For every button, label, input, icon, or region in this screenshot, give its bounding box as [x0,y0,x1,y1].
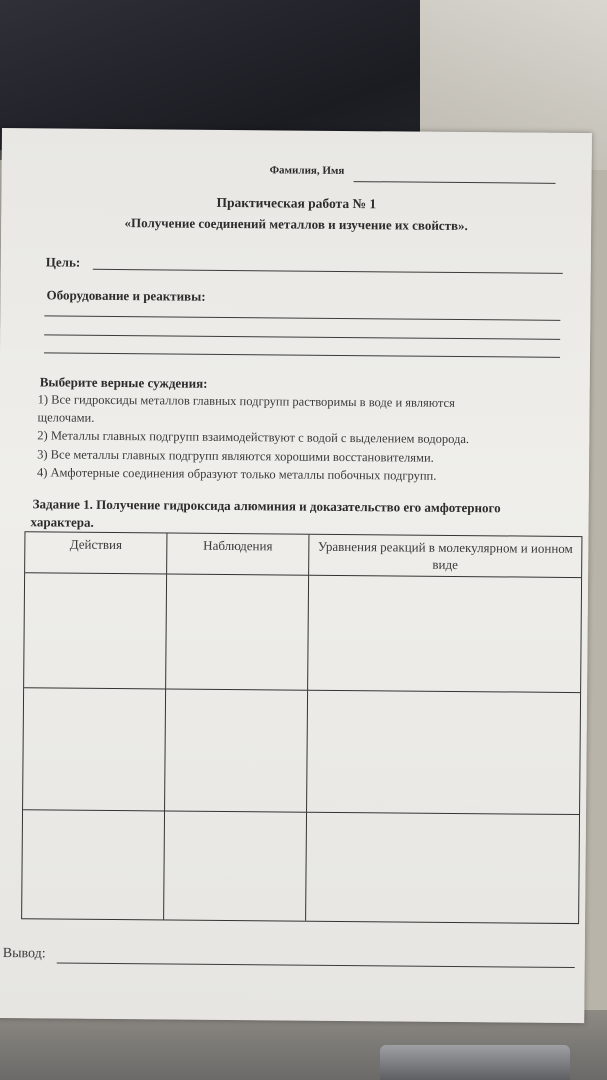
table-cell[interactable] [24,573,167,689]
table-cell[interactable] [306,813,579,923]
equipment-label: Оборудование и реактивы: [46,287,206,304]
statement-item: 4) Амфотерные соединения образуют только металлы побочных подгрупп. [36,465,437,483]
equipment-field-line[interactable] [44,352,560,358]
statement-item: 1) Все гидроксиды металлов главных подгрупп растворимы в воде и являются [37,392,455,410]
statements-heading: Выберите верные суждения: [39,374,208,391]
conclusion-label: Вывод: [2,946,46,962]
table-cell[interactable] [22,810,165,919]
name-field-line[interactable] [354,181,556,184]
page-title: Практическая работа № 1 [216,194,377,212]
table-cell[interactable] [23,688,166,811]
goal-label: Цель: [45,254,81,270]
statement-item: щелочами. [37,410,95,425]
table-cell[interactable] [164,811,307,920]
statement-item: 3) Все металлы главных подгрупп являются хорошими восстановителями. [37,447,434,465]
statement-item: 2) Металлы главных подгрупп взаимодействуют с водой с выделением водорода. [37,428,470,447]
task-title: Задание 1. Получение гидроксида алюминия и доказательство его амфотерного [32,496,501,516]
conclusion-field-line[interactable] [57,963,575,969]
task-table [21,531,582,924]
equipment-field-line[interactable] [44,334,560,340]
table-header-observations: Наблюдения [167,533,309,575]
name-label: Фамилия, Имя [269,164,345,177]
table-cell[interactable] [308,576,581,693]
task-title-continued: характера. [30,514,94,530]
equipment-field-line[interactable] [44,315,560,321]
table-cell[interactable] [166,574,309,690]
background-bag [0,0,470,150]
table-cell[interactable] [307,691,580,815]
table-header-actions: Действия [25,532,167,574]
worksheet-paper [0,128,592,1023]
table-cell[interactable] [165,689,308,812]
goal-field-line[interactable] [93,269,563,274]
page-subtitle: «Получение соединений металлов и изучение их свойств». [124,215,468,234]
background-object [380,1045,570,1080]
table-header-equations: Уравнения реакций в молекулярном и ионном виде [309,535,581,578]
